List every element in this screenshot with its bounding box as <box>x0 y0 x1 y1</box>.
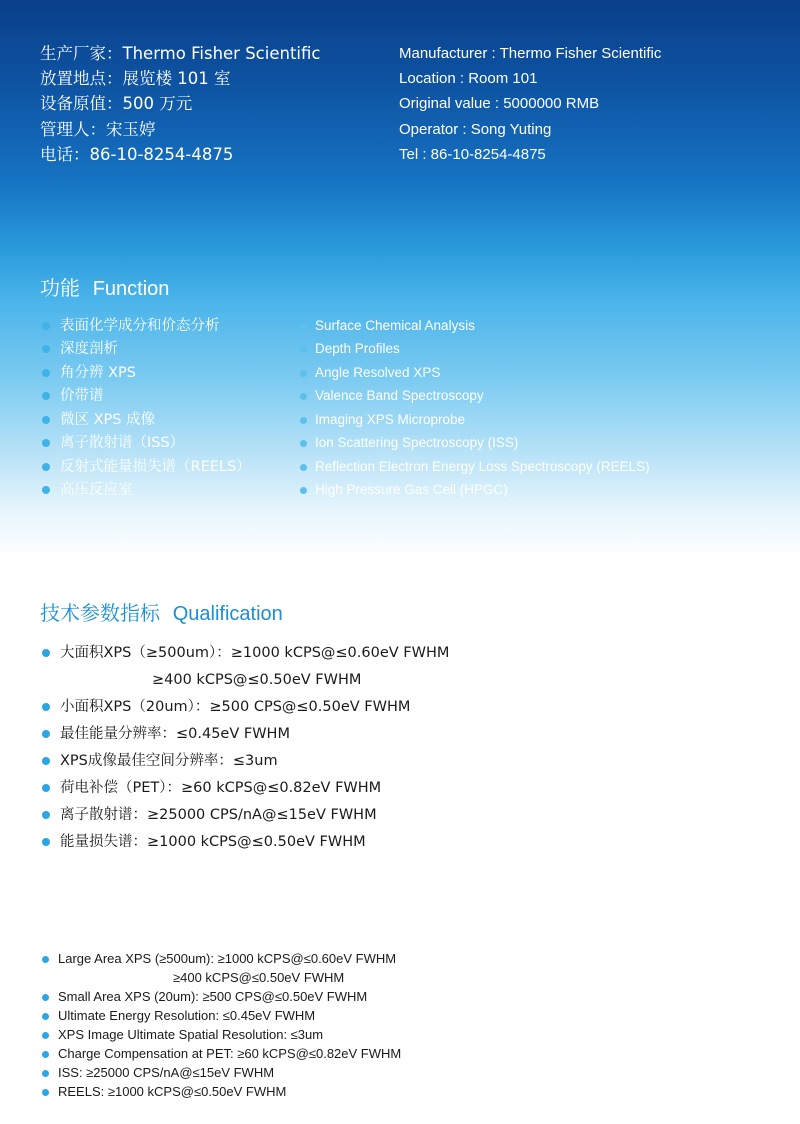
bullet-icon <box>42 1032 49 1039</box>
manufacturer-en: Manufacturer : Thermo Fisher Scientific <box>399 45 662 62</box>
list-item: 离子散射谱（ISS） <box>42 434 184 452</box>
list-item: 价带谱 <box>42 387 104 405</box>
list-item: Angle Resolved XPS <box>300 364 440 382</box>
bullet-icon <box>42 392 50 400</box>
operator-en: Operator : Song Yuting <box>399 121 552 138</box>
bullet-icon <box>300 417 307 424</box>
list-item: 荷电补偿（PET）：≥60 kCPS@≤0.82eV FWHM <box>42 779 381 797</box>
original-value-zh: 设备原值：500 万元 <box>40 94 193 113</box>
list-item: Small Area XPS (20um): ≥500 CPS@≤0.50eV FWHM <box>42 989 367 1005</box>
operator-zh: 管理人：宋玉婷 <box>40 120 156 139</box>
list-item: 角分辨 XPS <box>42 364 136 382</box>
list-item: Charge Compensation at PET: ≥60 kCPS@≤0.82eV FWHM <box>42 1046 401 1062</box>
list-item: 能量损失谱：≥1000 kCPS@≤0.50eV FWHM <box>42 833 366 851</box>
bullet-icon <box>42 811 50 819</box>
qualification-title-zh: 技术参数指标 <box>40 601 160 625</box>
bullet-icon <box>42 649 50 657</box>
list-item: 最佳能量分辨率：≤0.45eV FWHM <box>42 725 290 743</box>
bullet-icon <box>42 703 50 711</box>
list-item: XPS成像最佳空间分辨率：≤3um <box>42 752 278 770</box>
qualification-title-en: Qualification <box>172 603 283 625</box>
function-title <box>40 275 169 302</box>
bullet-icon <box>42 463 50 471</box>
list-item: 高压反应室 <box>42 481 133 499</box>
bullet-icon <box>42 345 50 353</box>
bullet-icon <box>300 464 307 471</box>
list-item: 反射式能量损失谱（REELS） <box>42 458 251 476</box>
bullet-icon <box>42 838 50 846</box>
list-item: Depth Profiles <box>300 340 400 358</box>
bullet-icon <box>42 322 50 330</box>
phone-zh: 电话：86-10-8254-4875 <box>40 145 234 164</box>
bullet-icon <box>42 486 50 494</box>
bullet-icon <box>42 1070 49 1077</box>
bullet-icon <box>42 416 50 424</box>
list-item-continuation: ≥400 kCPS@≤0.50eV FWHM <box>152 672 362 688</box>
manufacturer-zh: 生产厂家：Thermo Fisher Scientific <box>40 44 321 63</box>
bullet-icon <box>300 393 307 400</box>
bullet-icon <box>42 956 49 963</box>
list-item: Ion Scattering Spectroscopy (ISS) <box>300 434 518 452</box>
bullet-icon <box>300 370 307 377</box>
list-item: 大面积XPS（≥500um）：≥1000 kCPS@≤0.60eV FWHM <box>42 644 449 662</box>
list-item: 深度剖析 <box>42 340 118 358</box>
bullet-icon <box>42 439 50 447</box>
bullet-icon <box>42 1013 49 1020</box>
location-en: Location : Room 101 <box>399 70 538 87</box>
list-item: Surface Chemical Analysis <box>300 317 475 335</box>
bullet-icon <box>42 730 50 738</box>
bullet-icon <box>300 487 307 494</box>
list-item: Valence Band Spectroscopy <box>300 387 484 405</box>
list-item: ISS: ≥25000 CPS/nA@≤15eV FWHM <box>42 1065 274 1081</box>
bullet-icon <box>42 369 50 377</box>
list-item: 小面积XPS（20um）：≥500 CPS@≤0.50eV FWHM <box>42 698 410 716</box>
list-item-continuation: ≥400 kCPS@≤0.50eV FWHM <box>173 970 345 985</box>
list-item: 离子散射谱：≥25000 CPS/nA@≤15eV FWHM <box>42 806 377 824</box>
function-title-en: Function <box>92 278 170 300</box>
original-value-en: Original value : 5000000 RMB <box>399 95 600 112</box>
bullet-icon <box>300 440 307 447</box>
list-item: 微区 XPS 成像 <box>42 411 155 429</box>
list-item: Large Area XPS (≥500um): ≥1000 kCPS@≤0.60eV FWHM <box>42 951 396 967</box>
list-item: High Pressure Gas Cell (HPGC) <box>300 481 508 499</box>
list-item: REELS: ≥1000 kCPS@≤0.50eV FWHM <box>42 1084 286 1100</box>
list-item: XPS Image Ultimate Spatial Resolution: ≤3um <box>42 1027 323 1043</box>
phone-en: Tel : 86-10-8254-4875 <box>399 146 546 163</box>
list-item: 表面化学成分和价态分析 <box>42 317 220 335</box>
bullet-icon <box>42 1089 49 1096</box>
location-zh: 放置地点：展览楼 101 室 <box>40 69 231 88</box>
bullet-icon <box>300 346 307 353</box>
bullet-icon <box>42 784 50 792</box>
qualification-title <box>40 600 283 627</box>
list-item: Ultimate Energy Resolution: ≤0.45eV FWHM <box>42 1008 315 1024</box>
bullet-icon <box>42 757 50 765</box>
bullet-icon <box>42 994 49 1001</box>
bullet-icon <box>300 323 307 330</box>
bullet-icon <box>42 1051 49 1058</box>
function-title-zh: 功能 <box>40 276 80 300</box>
list-item: Imaging XPS Microprobe <box>300 411 465 429</box>
list-item: Reflection Electron Energy Loss Spectroscopy (REELS) <box>300 458 650 476</box>
